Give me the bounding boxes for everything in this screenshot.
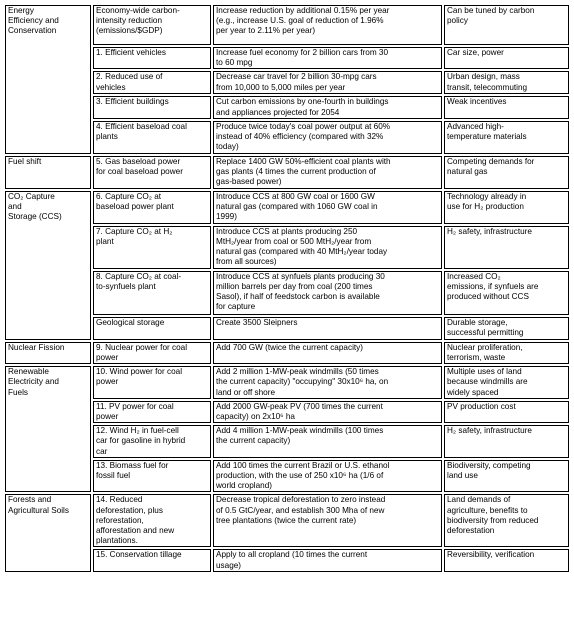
comment-cell: Car size, power	[444, 47, 569, 69]
effort-cell: Add 700 GW (twice the current capacity)	[213, 342, 442, 364]
comment-cell: H₂ safety, infrastructure	[444, 226, 569, 269]
option-cell: Geological storage	[93, 317, 211, 340]
effort-cell: Add 4 million 1-MW-peak windmills (100 times the current capacity)	[213, 425, 442, 458]
comment-cell: Land demands of agriculture, benefits to biodiversity from reduced deforestation	[444, 494, 569, 547]
effort-cell: Cut carbon emissions by one-fourth in buildings and appliances projected for 2054	[213, 96, 442, 118]
category-cell: Renewable Electricity and Fuels	[5, 366, 91, 492]
table-row	[5, 342, 569, 364]
table-row	[5, 494, 569, 547]
stabilization-options-table-container	[3, 3, 569, 574]
option-cell: 7. Capture CO₂ at H₂ plant	[93, 226, 211, 269]
effort-cell: Increase fuel economy for 2 billion cars from 30 to 60 mpg	[213, 47, 442, 69]
effort-cell: Add 100 times the current Brazil or U.S. ethanol production, with the use of 250 x10⁶ ha (1/6 of world cropland)	[213, 460, 442, 493]
table-row	[5, 366, 569, 399]
comment-cell: Increased CO₂ emissions, if synfuels are produced without CCS	[444, 271, 569, 315]
option-cell: 6. Capture CO₂ at baseload power plant	[93, 191, 211, 224]
effort-cell: Increase reduction by additional 0.15% per year (e.g., increase U.S. goal of reduction of 1.96% per year to 2.11% per year)	[213, 5, 442, 45]
effort-cell: Create 3500 Sleipners	[213, 317, 442, 340]
comment-cell: Can be tuned by carbon policy	[444, 5, 569, 45]
option-cell: 8. Capture CO₂ at coal- to-synfuels plant	[93, 271, 211, 315]
stabilization-options-table	[3, 3, 571, 574]
option-cell: 9. Nuclear power for coal power	[93, 342, 211, 364]
option-cell: 3. Efficient buildings	[93, 96, 211, 118]
option-cell: 10. Wind power for coal power	[93, 366, 211, 399]
comment-cell: Multiple uses of land because windmills are widely spaced	[444, 366, 569, 399]
comment-cell: Weak incentives	[444, 96, 569, 118]
effort-cell: Decrease car travel for 2 billion 30-mpg cars from 10,000 to 5,000 miles per year	[213, 71, 442, 94]
option-cell: 13. Biomass fuel for fossil fuel	[93, 460, 211, 493]
table-row	[5, 156, 569, 189]
effort-cell: Apply to all cropland (10 times the current usage)	[213, 549, 442, 571]
option-cell: 14. Reduced deforestation, plus reforestation, afforestation and new plantations.	[93, 494, 211, 547]
comment-cell: Advanced high- temperature materials	[444, 121, 569, 154]
effort-cell: Add 2 million 1-MW-peak windmills (50 times the current capacity) "occupying" 30x10⁶ ha, on land or off shore	[213, 366, 442, 399]
comment-cell: Durable storage, successful permitting	[444, 317, 569, 340]
category-cell: Energy Efficiency and Conservation	[5, 5, 91, 154]
table-row	[5, 191, 569, 224]
option-cell: Economy-wide carbon- intensity reduction (emissions/$GDP)	[93, 5, 211, 45]
effort-cell: Introduce CCS at synfuels plants producing 30 million barrels per day from coal (200 times Sasol), if half of feedstock carbon is available for capture	[213, 271, 442, 315]
effort-cell: Introduce CCS at 800 GW coal or 1600 GW natural gas (compared with 1060 GW coal in 1999)	[213, 191, 442, 224]
effort-cell: Decrease tropical deforestation to zero instead of 0.5 GtC/year, and establish 300 Mha of new tree plantations (twice the current rate)	[213, 494, 442, 547]
comment-cell: Nuclear proliferation, terrorism, waste	[444, 342, 569, 364]
category-cell: Nuclear Fission	[5, 342, 91, 364]
comment-cell: Technology already in use for H₂ production	[444, 191, 569, 224]
option-cell: 1. Efficient vehicles	[93, 47, 211, 69]
category-cell: Fuel shift	[5, 156, 91, 189]
category-cell: CO₂ Capture and Storage (CCS)	[5, 191, 91, 340]
category-cell: Forests and Agricultural Soils	[5, 494, 91, 571]
comment-cell: PV production cost	[444, 401, 569, 423]
option-cell: 11. PV power for coal power	[93, 401, 211, 423]
comment-cell: Biodiversity, competing land use	[444, 460, 569, 493]
comment-cell: Reversibility, verification	[444, 549, 569, 571]
table-body	[5, 5, 569, 572]
option-cell: 4. Efficient baseload coal plants	[93, 121, 211, 154]
effort-cell: Produce twice today's coal power output at 60% instead of 40% efficiency (compared with 32% today)	[213, 121, 442, 154]
table-row	[5, 5, 569, 45]
comment-cell: Competing demands for natural gas	[444, 156, 569, 189]
effort-cell: Add 2000 GW-peak PV (700 times the current capacity) on 2x10⁶ ha	[213, 401, 442, 423]
option-cell: 5. Gas baseload power for coal baseload power	[93, 156, 211, 189]
effort-cell: Replace 1400 GW 50%-efficient coal plants with gas plants (4 times the current production of gas-based power)	[213, 156, 442, 189]
option-cell: 12. Wind H₂ in fuel-cell car for gasoline in hybrid car	[93, 425, 211, 458]
comment-cell: H₂ safety, infrastructure	[444, 425, 569, 458]
comment-cell: Urban design, mass transit, telecommuting	[444, 71, 569, 94]
option-cell: 15. Conservation tillage	[93, 549, 211, 571]
effort-cell: Introduce CCS at plants producing 250 MtH₂/year from coal or 500 MtH₂/year from natural gas (compared with 40 MtH₂/year today from all sources)	[213, 226, 442, 269]
option-cell: 2. Reduced use of vehicles	[93, 71, 211, 94]
